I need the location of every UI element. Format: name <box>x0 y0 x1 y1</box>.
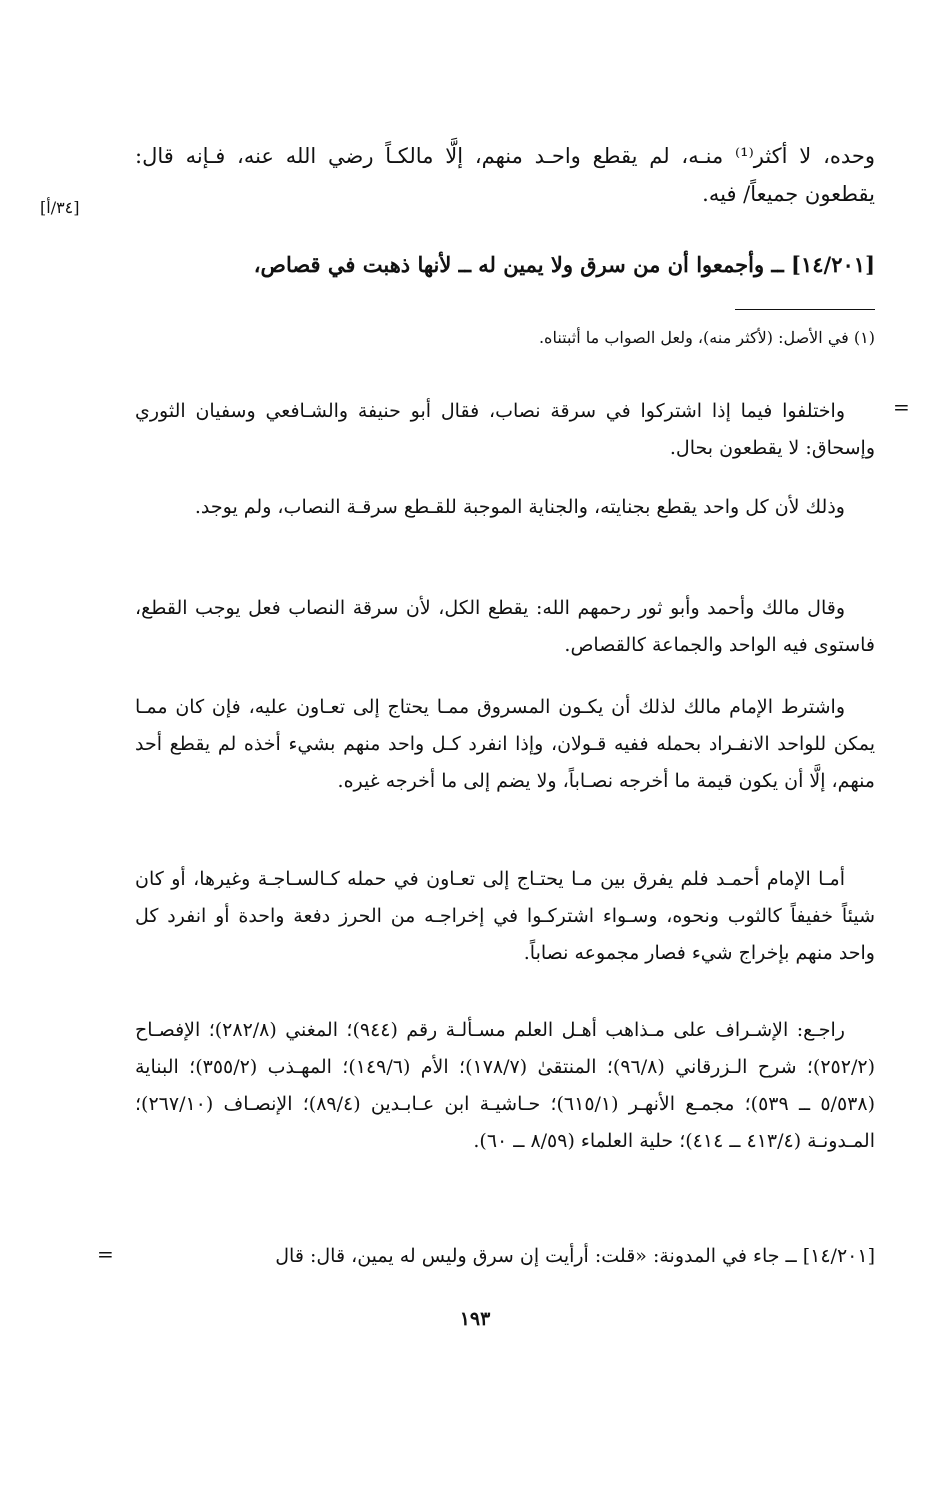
page-number: ١٩٣ <box>459 1308 491 1330</box>
references-paragraph: راجـع: الإشـراف على مـذاهب أهـل العلم مسـألـة رقم (٩٤٤)؛ المغني (٢٨٢/٨)؛ الإفصـاح (٢٥٢/٢)؛ شرح الـزرقاني (٩٦/٨)؛ المنتقىٰ (١٧٨/٧)؛ الأم (١٤٩/٦)؛ المهـذب (٣٥٥/٢)؛ البناية (٥/٥٣٨ ــ ٥٣٩)؛ مجمـع الأنهـر (٦١٥/١)؛ حـاشيـة ابن عـابـدين (٨٩/٤)؛ الإنصـاف (٢٦٧/١٠)؛ المـدونـة (٤١٣/٤ ــ ٤١٤)؛ حلية العلماء (٨/٥٩ ــ ٦٠). <box>135 1019 875 1152</box>
commentary-paragraph-3: وقال مالك وأحمد وأبو ثور رحمهم الله: يقطع الكل، لأن سرقة النصاب فعل يوجب القطع، فاستوى فيه الواحد والجماعة كالقصاص. <box>135 597 875 656</box>
commentary-paragraph-1: واختلفوا فيما إذا اشتركوا في سرقة نصاب، فقال أبو حنيفة والشـافعي وسفيان الثوري وإسحاق: لا يقطعون بحال. <box>135 400 875 459</box>
footnote-separator <box>735 309 875 310</box>
manuscript-folio-note: [٣٤/أ] <box>40 198 80 217</box>
commentary-paragraph-2: وذلك لأن كل واحد يقطع بجنايته، والجناية الموجبة للقـطع سرقـة النصاب، ولم يوجد. <box>194 496 845 518</box>
main-paragraph-1: وحده، لا أكثر⁽¹⁾ منـه، لم يقطع واحـد منهم، إلَّا مالكـاً رضي الله عنه، فـإنه قال: يقطعون جميعاً/ فيه. <box>135 144 875 206</box>
continuation-mark-end: = <box>97 1242 114 1266</box>
footnote-1: (١) في الأصل: (لأكثر منه)، ولعل الصواب ما أثبتناه. <box>538 328 875 347</box>
commentary-paragraph-4: واشترط الإمام مالك لذلك أن يكـون المسروق ممـا يحتاج إلى تعـاون عليه، فإن كان ممـا يمكن للواحد الانفـراد بحمله ففيه قـولان، وإذا انفرد كـل واحد منهم بشيء أخذه لم يقطع أحد منهم، إلَّا أن يكون قيمة ما أخرجه نصـاباً، ولا يضم إلى ما أخرجه غيره. <box>135 696 875 792</box>
commentary-last-line: [١٤/٢٠١] ــ جاء في المدونة: «قلت: أرأيت إن سرق وليس له يمين، قال: قال <box>275 1245 875 1267</box>
commentary-paragraph-5: أمـا الإمام أحمـد فلم يفرق بين مـا يحتـاج إلى تعـاون في حمله كـالسـاجـة وغيرها، أو كان شيئاً خفيفاً كالثوب ونحوه، وسـواء اشتركـوا في إخراجـه من الحرز دفعة واحدة أو انفرد كل واحد منهم بإخراج شيء فصار مجموعه نصاباً. <box>135 868 875 964</box>
main-paragraph-2: [١٤/٢٠١] ــ وأجمعوا أن من سرق ولا يمين له ــ لأنها ذهبت في قصاص، <box>253 252 875 277</box>
continuation-mark: = <box>893 395 910 419</box>
